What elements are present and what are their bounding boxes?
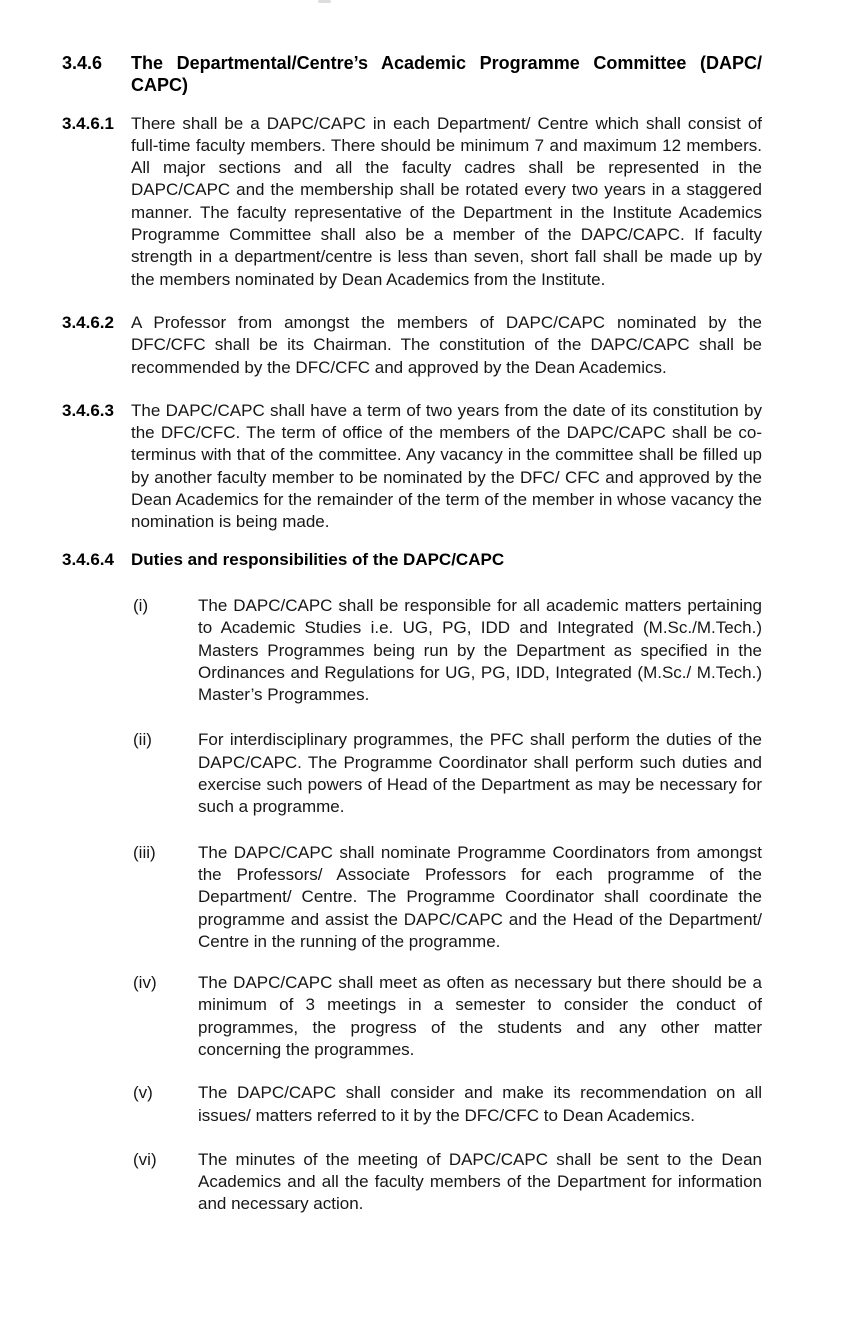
section-number: 3.4.6.3 — [62, 400, 114, 420]
section-number: 3.4.6 — [62, 53, 103, 73]
duty-item-i — [0, 595, 863, 706]
section-title: The Departmental/Centre’s Academic Programme Committee (DAPC/ CAPC) — [131, 53, 762, 96]
section-text: There shall be a DAPC/CAPC in each Department/ Centre which shall consist of full-time faculty members. There should be minimum 7 and maximum 12 members. All major sections and all the faculty cadres shall be represented in the DAPC/CAPC and the membership shall be rotated every two years in a staggered manner. The faculty representative of the Department in the Institute Academics Programme Committee shall also be a member of the DAPC/CAPC. If faculty strength in a department/centre is less than seven, short fall shall be made up by the members nominated by Dean Academics from the Institute. — [131, 113, 762, 289]
section-text: The DAPC/CAPC shall have a term of two years from the date of its constitution by the DFC/CFC. The term of office of the members of the DAPC/CAPC shall be co-terminus with that of the committee. Any vacancy in the committee shall be filled up by another faculty member to be nominated by the DFC/ CFC and approved by the Dean Academics for the remainder of the term of the member in whose vacancy the nomination is being made. — [131, 400, 762, 532]
list-marker: (iv) — [133, 973, 157, 993]
section-title: Duties and responsibilities of the DAPC/CAPC — [131, 549, 505, 569]
list-marker: (v) — [133, 1083, 153, 1103]
list-item-text: The DAPC/CAPC shall be responsible for all academic matters pertaining to Academic Studies i.e. UG, PG, IDD and Integrated (M.Sc./M.Tech.) Masters Programmes being run by the Department as specified in the Ordinances and Regulations for UG, PG, IDD, Integrated (M.Sc./ M.Tech.) Master’s Programmes. — [198, 595, 762, 705]
duty-item-vi — [0, 1149, 863, 1216]
list-marker: (vi) — [133, 1149, 157, 1169]
cropped-header-artifact — [318, 0, 331, 3]
list-marker: (ii) — [133, 730, 152, 750]
list-item-text: The minutes of the meeting of DAPC/CAPC shall be sent to the Dean Academics and all the faculty members of the Department for information and necessary action. — [198, 1149, 762, 1214]
section-3-4-6-3 — [0, 400, 863, 534]
list-item-text: The DAPC/CAPC shall nominate Programme Coordinators from amongst the Professors/ Associate Professors for each programme of the Department/ Centre. The Programme Coordinator shall coordinate the programme and assist the DAPC/CAPC and the Head of the Department/ Centre in the running of the programme. — [198, 842, 762, 951]
section-number: 3.4.6.2 — [62, 312, 114, 332]
section-number: 3.4.6.4 — [62, 549, 114, 569]
duty-item-iv — [0, 972, 863, 1061]
list-item-text: The DAPC/CAPC shall meet as often as necessary but there should be a minimum of 3 meetings in a semester to consider the conduct of programmes, the progress of the students and any other matter concerning the programmes. — [198, 973, 762, 1059]
list-item-text: The DAPC/CAPC shall consider and make its recommendation on all issues/ matters referred to it by the DFC/CFC to Dean Academics. — [198, 1083, 762, 1125]
section-3-4-6-1 — [0, 113, 863, 291]
section-heading-3-4-6-4 — [0, 549, 863, 571]
list-marker: (i) — [133, 595, 149, 615]
duty-item-iii — [0, 842, 863, 953]
section-number: 3.4.6.1 — [62, 113, 114, 133]
list-marker: (iii) — [133, 842, 156, 862]
section-heading-3-4-6 — [0, 52, 863, 97]
duty-item-ii — [0, 729, 863, 818]
section-text: A Professor from amongst the members of DAPC/CAPC nominated by the DFC/CFC shall be its Chairman. The constitution of the DAPC/CAPC shall be recommended by the DFC/CFC and approved by the Dean Academics. — [131, 312, 762, 377]
section-3-4-6-2 — [0, 312, 863, 379]
duty-item-v — [0, 1082, 863, 1127]
list-item-text: For interdisciplinary programmes, the PFC shall perform the duties of the DAPC/CAPC. The Programme Coordinator shall perform such duties and exercise such powers of Head of the Department as may be necessary for such a programme. — [198, 730, 762, 817]
